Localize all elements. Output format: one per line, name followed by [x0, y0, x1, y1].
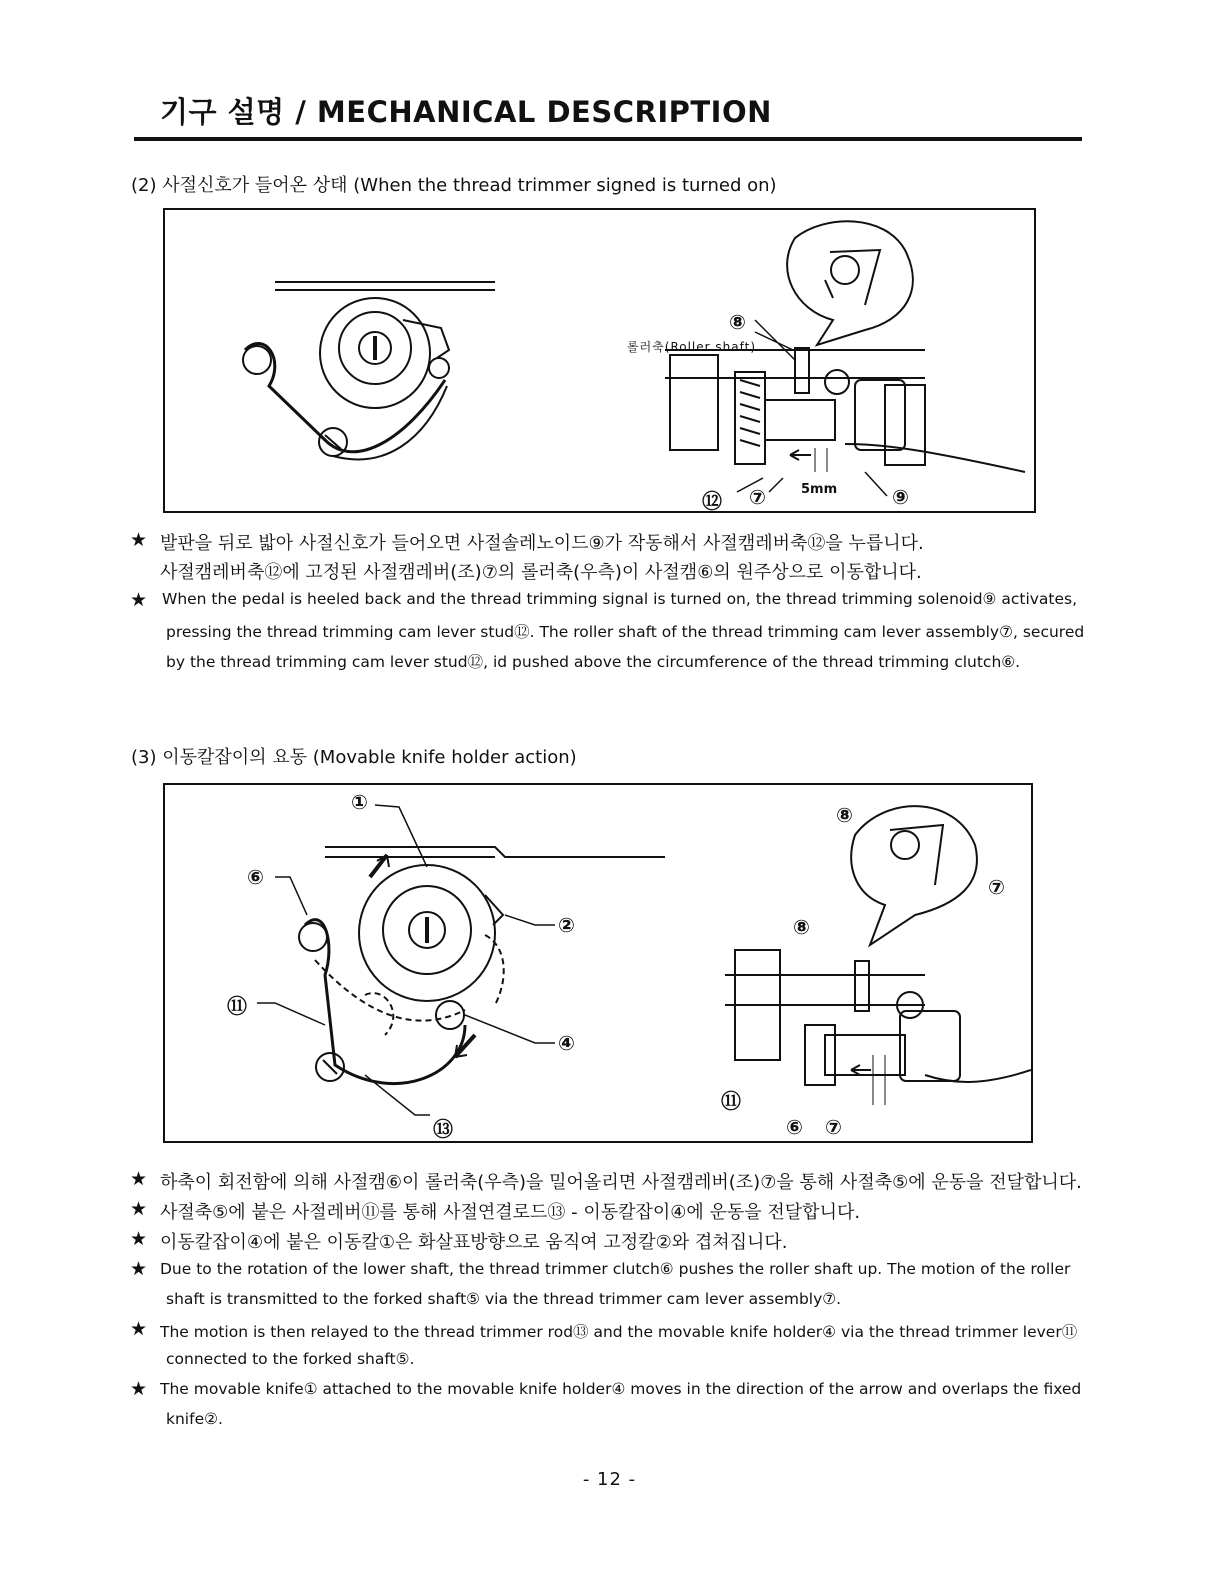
solenoid-mount — [855, 380, 905, 450]
section-3-en-p3-line-2: knife②. — [166, 1410, 223, 1428]
star-bullet: ★ — [130, 1258, 148, 1280]
star-bullet: ★ — [130, 1318, 148, 1340]
section-3-en-p1-line-1: Due to the rotation of the lower shaft, the thread trimmer clutch⑥ pushes the roller shaft up. The motion of the roller — [160, 1260, 1071, 1278]
star-bullet: ★ — [130, 1228, 148, 1250]
lever-pivot — [299, 923, 327, 951]
callout-7-inset: ⑦ — [988, 875, 1005, 899]
section-3-en-p2-line-1: The motion is then relayed to the thread trimmer rod⑬ and the movable knife holder④ via the thread trimmer lever⑪ — [160, 1323, 1078, 1341]
hex-nut — [436, 1001, 464, 1029]
section-3-ko-line-3: 이동칼잡이④에 붙은 이동칼①은 화살표방향으로 움직여 고정칼②와 겹쳐집니다. — [160, 1232, 788, 1253]
cable — [845, 444, 1025, 472]
page-title: 기구 설명 / MECHANICAL DESCRIPTION — [160, 95, 772, 129]
figure-2-drawing — [165, 210, 1034, 511]
section-3-heading: (3) 이동칼잡이의 요동 (Movable knife holder action) — [131, 747, 577, 768]
cable — [925, 1070, 1031, 1082]
inset-cam — [891, 831, 919, 859]
roller-arm — [795, 348, 809, 393]
callout-11: ⑪ — [227, 994, 247, 1018]
figure-3-drawing — [165, 785, 1031, 1141]
callout-12: ⑫ — [702, 489, 722, 513]
section-2-en-line-3: by the thread trimming cam lever stud⑫, id pushed above the circumference of the thread trimming clutch⑥. — [166, 653, 1021, 671]
star-bullet: ★ — [130, 1198, 148, 1220]
cam-lever — [765, 400, 835, 440]
callout-8-inset: ⑧ — [836, 803, 853, 827]
callout-13: ⑬ — [433, 1117, 453, 1141]
lever-pivot — [243, 346, 271, 374]
section-2-heading: (2) 사절신호가 들어온 상태 (When the thread trimmer signed is turned on) — [131, 175, 777, 196]
page-number: - 12 - — [582, 1469, 637, 1490]
shaft — [725, 975, 925, 1005]
section-3-ko-line-1: 하축이 회전함에 의해 사절캠⑥이 롤러축(우측)을 밀어올리면 사절캠레버(조)⑦을 통해 사절축⑤에 운동을 전달합니다. — [160, 1172, 1082, 1193]
connecting-rod — [333, 386, 447, 459]
star-bullet: ★ — [130, 1378, 148, 1400]
callout-8: ⑧ — [793, 915, 810, 939]
section-2-en-line-2: pressing the thread trimming cam lever stud⑫. The roller shaft of the thread trimming cam lever assembly⑦, secured — [166, 623, 1085, 641]
callout-9: ⑨ — [892, 485, 909, 509]
callout-2: ② — [558, 913, 575, 937]
dimension-label: 5mm — [801, 482, 838, 497]
callout-6: ⑥ — [247, 865, 264, 889]
section-3-en-p1-line-2: shaft is transmitted to the forked shaft⑤ via the thread trimmer cam lever assembly⑦. — [166, 1290, 842, 1308]
rotation-arrow-top — [370, 855, 387, 877]
callout-8: ⑧ — [729, 310, 746, 334]
callout-4: ④ — [558, 1031, 575, 1055]
star-bullet: ★ — [130, 589, 148, 611]
callout-1: ① — [351, 790, 368, 814]
callout-7-right: ⑦ — [825, 1115, 842, 1139]
section-2-ko-line-2: 사절캠레버축⑫에 고정된 사절캠레버(조)⑦의 롤러축(우측)이 사절캠⑥의 원주상으로 이동합니다. — [160, 562, 922, 583]
callout-11-right: ⑪ — [721, 1089, 741, 1113]
bed-rail — [325, 847, 665, 857]
callout-6-right: ⑥ — [786, 1115, 803, 1139]
spring — [740, 380, 760, 446]
section-2-en-line-1: When the pedal is heeled back and the thread trimming signal is turned on, the thread trimming solenoid⑨ activates, — [162, 590, 1078, 608]
star-bullet: ★ — [130, 1168, 148, 1190]
title-rule — [134, 137, 1082, 141]
inset-cam — [831, 256, 859, 284]
section-2-ko-line-1: 발판을 뒤로 밟아 사절신호가 들어오면 사절솔레노이드⑨가 작동해서 사절캠레버축⑫을 누릅니다. — [160, 533, 924, 554]
frame-left — [670, 355, 718, 450]
roller-shaft-label: 롤러축(Roller shaft) — [627, 340, 757, 354]
bed-rail — [275, 282, 495, 290]
cam-roller — [429, 358, 449, 378]
figure-knife-holder-action — [163, 783, 1033, 1143]
figure-trimmer-signal — [163, 208, 1036, 513]
solenoid-mount — [900, 1011, 960, 1081]
section-3-en-p2-line-2: connected to the forked shaft⑤. — [166, 1350, 415, 1368]
callout-7: ⑦ — [749, 485, 766, 509]
section-3-en-p3-line-1: The movable knife① attached to the movable knife holder④ moves in the direction of the arrow and overlaps the fixed — [160, 1380, 1082, 1398]
section-3-ko-line-2: 사절축⑤에 붙은 사절레버⑪를 통해 사절연결로드⑬ - 이동칼잡이④에 운동을 전달합니다. — [160, 1202, 861, 1223]
star-bullet: ★ — [130, 529, 148, 551]
roller-arm — [855, 961, 869, 1011]
clamp-screw — [825, 370, 849, 394]
